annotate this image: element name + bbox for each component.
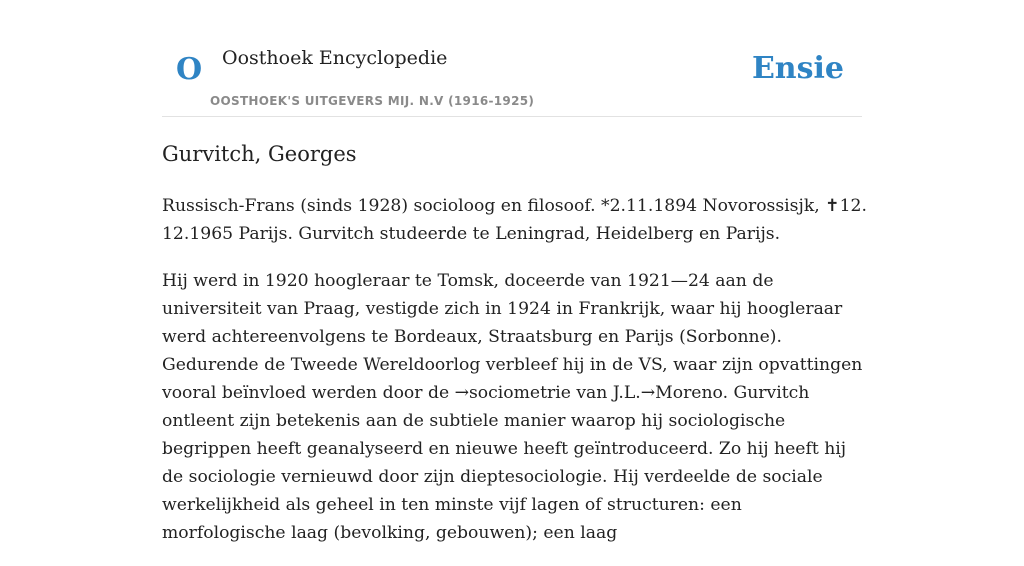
article-title: Gurvitch, Georges bbox=[162, 142, 357, 166]
site-title[interactable]: Oosthoek Encyclopedie bbox=[222, 47, 448, 69]
publisher-subtitle: OOSTHOEK'S UITGEVERS MIJ. N.V (1916-1925) bbox=[210, 94, 535, 108]
article-paragraph-2: Hij werd in 1920 hoogleraar te Tomsk, doceerde van 1921—24 aan de universiteit van Praag, vestigde zich in 1924 in Frankrijk, waar hij hoogleraar werd achtereenvolgens te Bordeaux, Straatsburg en Parijs (Sorbonne). Gedurende de Tweede Wereldoorlog verbleef hij in de VS, waar zijn opvattingen vooral beïnvloed werden door de →sociometrie van J.L.→Moreno. Gurvitch ontleent zijn betekenis aan de subtiele manier waarop hij sociologische begrippen heeft geanalyseerd en nieuwe heeft geïntroduceerd. Zo hij heeft hij de sociologie vernieuwd door zijn dieptesociologie. Hij verdeelde de sociale werkelijkheid als geheel in ten minste vijf lagen of structuren: een morfologische laag (bevolking, gebouwen); een laag bbox=[162, 271, 863, 543]
site-header bbox=[162, 0, 862, 117]
article bbox=[162, 136, 867, 566]
oosthoek-logo-icon[interactable]: O bbox=[176, 52, 203, 87]
article-paragraph-1: Russisch-Frans (sinds 1928) socioloog en filosoof. *2.11.1894 Novorossisjk, ✝12. 12.1965 Parijs. Gurvitch studeerde te Leningrad, Heidelberg en Parijs. bbox=[162, 196, 867, 244]
ensie-logo-link[interactable]: Ensie bbox=[751, 51, 844, 86]
